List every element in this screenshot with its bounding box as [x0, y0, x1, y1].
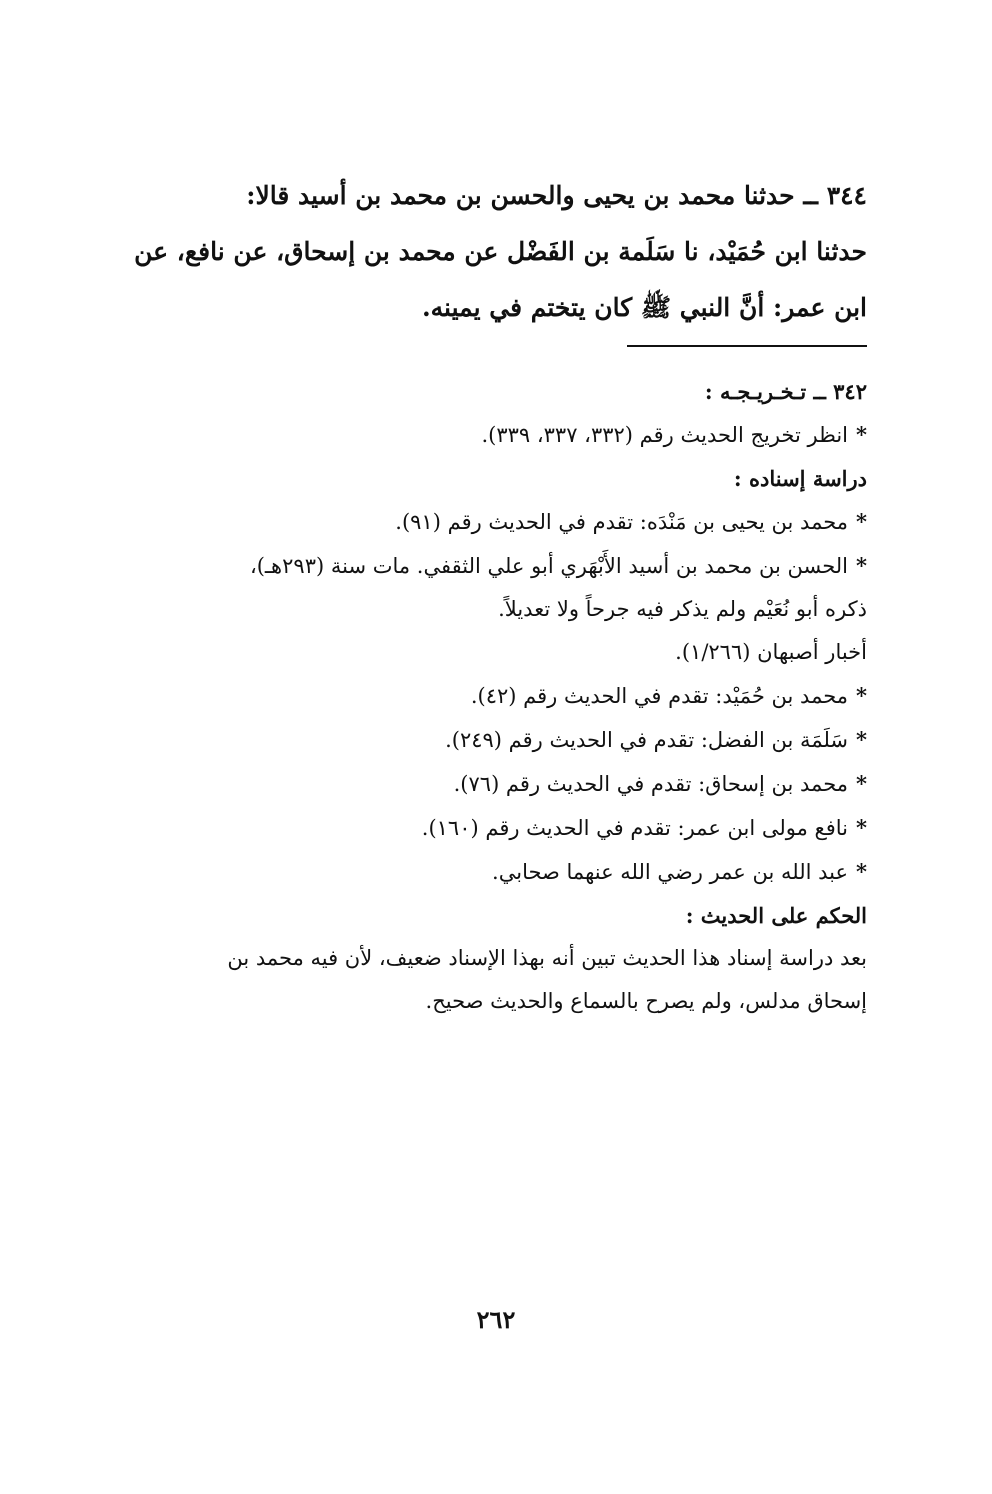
narrator-2: *الحسن بن محمد بن أسيد الأَبْهَري أبو علي الثقفي. مات سنة (٢٩٣هـ)،: [249, 553, 867, 578]
narrator-5: *محمد بن إسحاق: تقدم في الحديث رقم (٧٦).: [453, 771, 867, 796]
narrator-1: *محمد بن يحيى بن مَنْدَه: تقدم في الحديث رقم (٩١).: [395, 509, 867, 534]
hadith-text: [117, 168, 867, 336]
isnad-heading: دراسة إسناده :: [733, 466, 867, 491]
hadith-line-1: ٣٤٤ ــ حدثنا محمد بن يحيى والحسن بن محمد بن أسيد قالا:: [246, 181, 867, 210]
bullet-mark: *: [856, 815, 867, 840]
narrator-3: *محمد بن حُمَيْد: تقدم في الحديث رقم (٤٢).: [470, 683, 867, 708]
takhrij-heading: ٣٤٢ ــ تـخـريـجـه :: [704, 379, 867, 404]
bullet-mark: *: [856, 727, 867, 752]
bullet-mark: *: [856, 771, 867, 796]
hadith-line-2: حدثنا ابن حُمَيْد، نا سَلَمة بن الفَضْل عن محمد بن إسحاق، عن نافع، عن: [134, 237, 867, 266]
bullet-mark: *: [856, 509, 867, 534]
ruling-line-2: إسحاق مدلس، ولم يصرح بالسماع والحديث صحيح.: [425, 989, 867, 1013]
takhrij-note: *انظر تخريج الحديث رقم (٣٣٢، ٣٣٧، ٣٣٩).: [481, 422, 867, 447]
narrator-6: *نافع مولى ابن عمر: تقدم في الحديث رقم (١٦٠).: [421, 815, 867, 840]
hadith-line-3: ابن عمر: أنَّ النبي ﷺ كان يتختم في يمينه.: [421, 293, 867, 322]
page-number: ٢٦٢: [476, 1305, 516, 1334]
narrator-4: *سَلَمَة بن الفضل: تقدم في الحديث رقم (٢٤٩).: [445, 727, 867, 752]
bullet-mark: *: [856, 422, 867, 447]
ruling-line-1: بعد دراسة إسناد هذا الحديث تبين أنه بهذا الإسناد ضعيف، لأن فيه محمد بن: [227, 946, 867, 970]
narrator-2-source: أخبار أصبهان (١/٢٦٦).: [675, 640, 867, 664]
bullet-mark: *: [856, 859, 867, 884]
ruling-heading: الحكم على الحديث :: [685, 903, 867, 928]
footnote-separator: [627, 345, 867, 347]
bullet-mark: *: [856, 553, 867, 578]
narrator-7: *عبد الله بن عمر رضي الله عنهما صحابي.: [492, 859, 867, 884]
narrator-2-continued: ذكره أبو نُعَيْم ولم يذكر فيه جرحاً ولا تعديلاً.: [498, 597, 867, 621]
footnotes: [107, 370, 867, 1023]
bullet-mark: *: [856, 683, 867, 708]
